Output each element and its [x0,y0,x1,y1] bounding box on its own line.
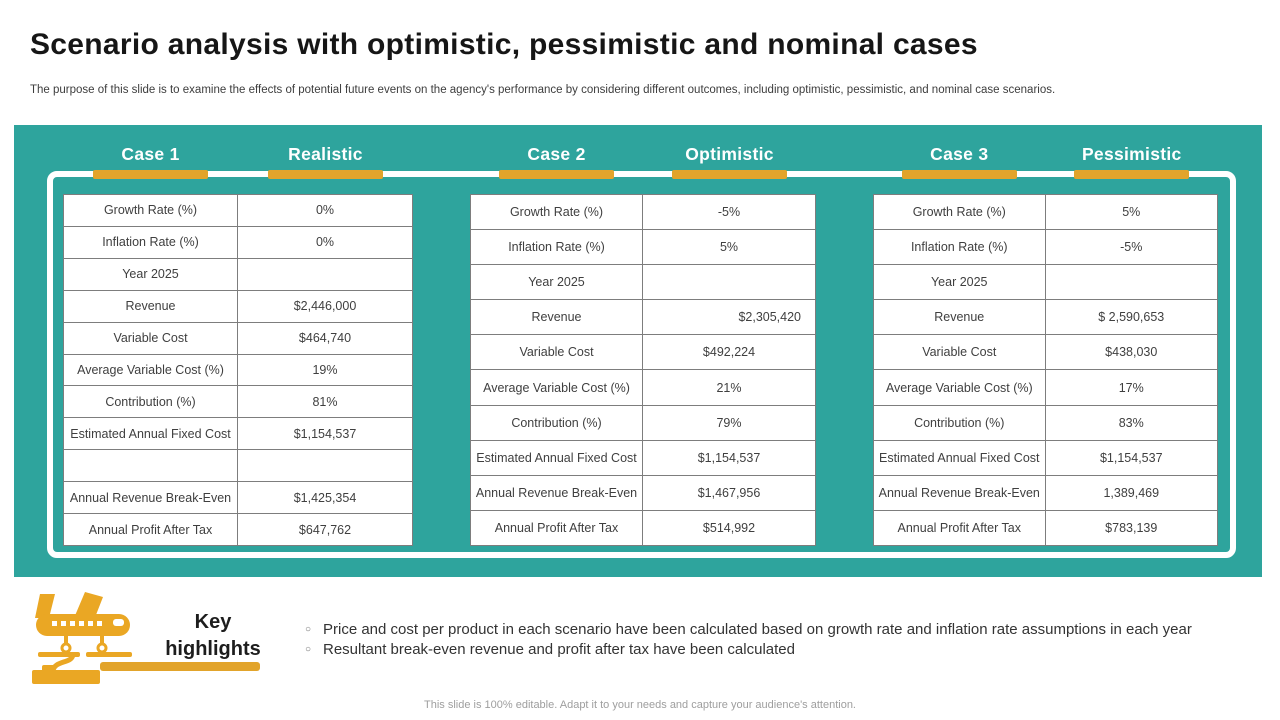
bullet-text: Resultant break-even revenue and profit after tax have been calculated [323,640,795,658]
table-row [64,195,412,227]
case2-scenario-group [643,141,816,179]
row-label: Estimated Annual Fixed Cost [64,418,238,449]
row-label: Revenue [874,300,1046,334]
row-label: Revenue [64,291,238,322]
row-value: $783,139 [1105,520,1158,535]
row-label: Annual Revenue Break-Even [874,476,1046,510]
row-value: $2,305,420 [738,310,801,325]
table-row [874,300,1217,335]
table-row [471,230,815,265]
table-row [874,441,1217,476]
row-value: $647,762 [298,522,352,537]
row-value: 81% [312,394,338,409]
case1-label-group [63,141,238,179]
case2-header [470,141,816,179]
table-row [64,355,412,387]
table-row [64,482,412,514]
table-row [471,370,815,405]
row-value: 21% [716,380,742,395]
scenario-label: Optimistic [685,144,774,164]
row-label: Annual Revenue Break-Even [471,476,643,510]
table-row [64,450,412,482]
page-subtitle: The purpose of this slide is to examine the effects of potential future events on the agency's performance by considering different outcomes, including optimistic, pessimistic, and nominal case scenarios. [30,84,1056,96]
row-label: Estimated Annual Fixed Cost [471,441,643,475]
row-value: 83% [1118,415,1144,430]
row-label: Variable Cost [471,335,643,369]
table-row [471,195,815,230]
table-row [874,335,1217,370]
bullet-text: Price and cost per product in each scenario have been calculated based on growth rate and inflation rate assumptions in each year [323,621,1192,638]
table-row [874,230,1217,265]
highlights-bullet-list [305,620,1260,659]
row-value: $2,446,000 [293,299,357,314]
case2-label-group [470,141,643,179]
table-row [471,265,815,300]
case3-table [873,194,1218,546]
case-label: Case 2 [527,144,586,164]
row-value: $464,740 [298,331,352,346]
row-label: Revenue [471,300,643,334]
table-row [471,476,815,511]
row-value: 19% [312,362,338,377]
row-value: 0% [315,235,335,250]
case-label: Case 1 [121,144,180,164]
row-label [64,450,238,481]
row-value: $1,154,537 [1099,450,1163,465]
row-label: Year 2025 [471,265,643,299]
gold-underline [672,170,787,179]
row-label: Growth Rate (%) [874,195,1046,229]
row-label: Contribution (%) [471,406,643,440]
row-value: 5% [1122,205,1141,220]
table-row [64,291,412,323]
table-row [64,418,412,450]
table-row [471,511,815,545]
case2-table [470,194,816,546]
table-row [874,406,1217,441]
row-label: Contribution (%) [64,386,238,417]
row-value: $1,154,537 [697,450,761,465]
table-row [874,511,1217,545]
page-title: Scenario analysis with optimistic, pessimistic and nominal cases [30,28,978,61]
row-label: Average Variable Cost (%) [471,370,643,404]
case-label: Case 3 [930,144,989,164]
row-value: $ 2,590,653 [1098,310,1165,325]
row-label: Inflation Rate (%) [64,227,238,258]
case3-label-group [873,141,1046,179]
row-value: 5% [719,240,739,255]
row-label: Annual Profit After Tax [874,511,1046,545]
table-row [471,406,815,441]
scenario-label: Pessimistic [1081,144,1182,164]
gold-underline [268,170,383,179]
table-row [874,370,1217,405]
table-row [874,476,1217,511]
scenario-label: Realistic [288,144,363,164]
row-label: Growth Rate (%) [64,195,238,226]
table-row [64,323,412,355]
table-row [64,514,412,545]
bullet-circle-icon: ○ [305,643,312,655]
gold-underline [1074,170,1189,179]
row-value [1046,265,1218,299]
row-label: Annual Revenue Break-Even [64,482,238,513]
table-row [874,195,1217,230]
gold-underline [499,170,614,179]
row-label: Variable Cost [874,335,1046,369]
highlight-bullet [305,640,1260,660]
gold-underline [902,170,1017,179]
row-label: Average Variable Cost (%) [64,355,238,386]
row-label: Year 2025 [64,259,238,290]
table-row [471,300,815,335]
row-label: Inflation Rate (%) [471,230,643,264]
gold-underline [93,170,208,179]
row-value [238,450,412,481]
row-label: Estimated Annual Fixed Cost [874,441,1046,475]
table-row [471,335,815,370]
key-highlights-label: Key highlights [165,611,261,660]
row-value: -5% [1120,240,1143,255]
row-label: Annual Profit After Tax [471,511,643,545]
case1-table [63,194,413,546]
row-label: Annual Profit After Tax [64,514,238,545]
row-value: 1,389,469 [1103,485,1160,500]
table-row [874,265,1217,300]
row-value: $492,224 [702,345,756,360]
row-label: Contribution (%) [874,406,1046,440]
row-value: $438,030 [1105,345,1158,360]
row-label: Year 2025 [874,265,1046,299]
scenario-panel [14,125,1262,577]
airplane-refueling-icon [28,588,140,686]
row-value: -5% [717,205,741,220]
table-row [64,386,412,418]
case3-scenario-group [1046,141,1219,179]
case1-header [63,141,413,179]
row-value: $514,992 [702,520,756,535]
row-value: $1,425,354 [293,490,357,505]
row-label: Inflation Rate (%) [874,230,1046,264]
footer-note: This slide is 100% editable. Adapt it to your needs and capture your audience's attention. [424,699,856,711]
bullet-circle-icon: ○ [305,624,312,635]
table-row [471,441,815,476]
row-value: 0% [315,203,335,218]
case3-header [873,141,1218,179]
highlight-bullet [305,620,1260,640]
case1-scenario-group [238,141,413,179]
row-value: $1,154,537 [293,426,357,441]
row-value: 79% [716,415,742,430]
row-label: Average Variable Cost (%) [874,370,1046,404]
row-value: 17% [1118,380,1144,395]
row-value: $1,467,956 [697,485,761,500]
table-row [64,227,412,259]
row-label: Variable Cost [64,323,238,354]
table-row [64,259,412,291]
row-value [238,259,412,290]
row-label: Growth Rate (%) [471,195,643,229]
row-value [643,265,815,299]
